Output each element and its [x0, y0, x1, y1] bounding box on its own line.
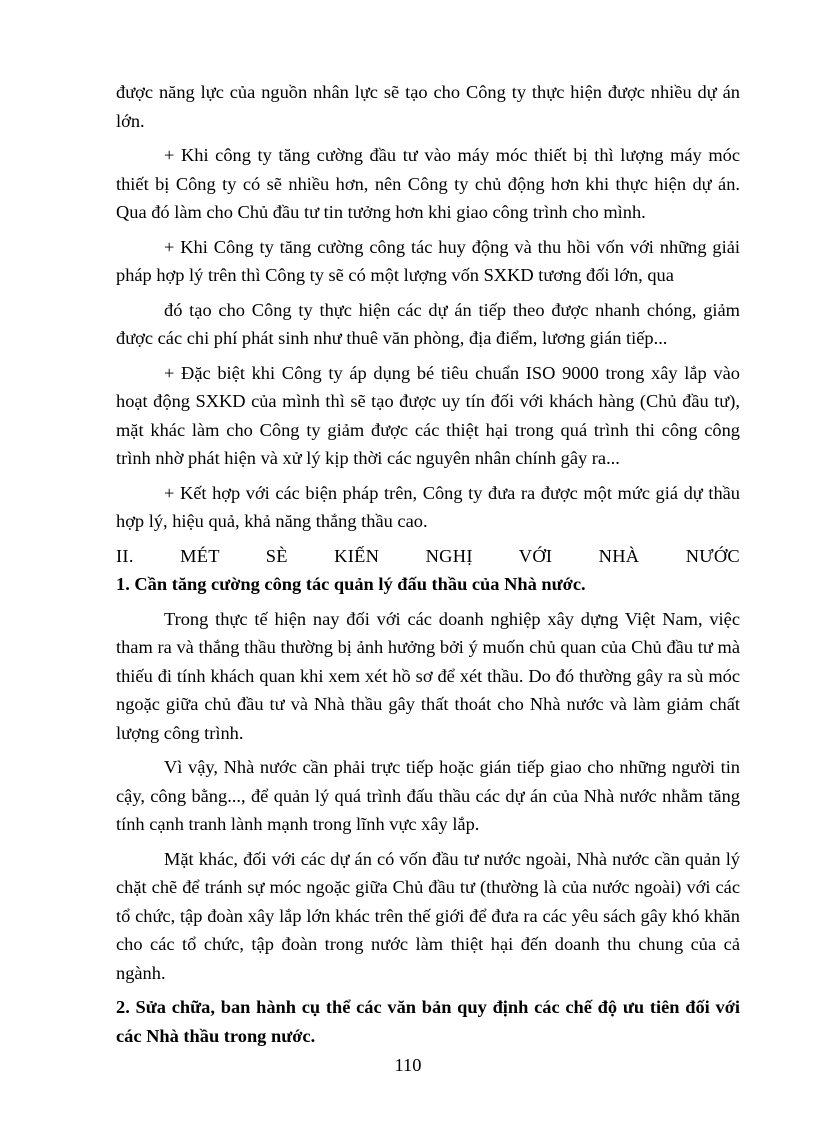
paragraph-therefore: Vì vậy, Nhà nước cần phải trực tiếp hoặc gián tiếp giao cho những người tin cậy, công bằng..., để quản lý quá trình đấu thầu các dự án của Nhà nước nhằm tăng tính cạnh tranh lành mạnh trong lĩnh vực xây lắp. — [116, 757, 740, 834]
page-number: 110 — [394, 1055, 422, 1075]
paragraph-continuation: được năng lực của nguồn nhân lực sẽ tạo cho Công ty thực hiện được nhiều dự án lớn. — [116, 82, 740, 131]
paragraph-foreign-investment: Mặt khác, đối với các dự án có vốn đầu tư nước ngoài, Nhà nước cần quản lý chặt chẽ để tránh sự móc ngoặc giữa Chủ đầu tư (thường là của nước ngoài) với các tổ chức, tập đoàn xây lắp lớn khác trên thế giới để đưa ra các yêu sách gây khó khăn cho các tổ chức, tập đoàn trong nước làm thiệt hại đến doanh thu chung của cả ngành. — [116, 848, 740, 983]
paragraph-iso: + Đặc biệt khi Công ty áp dụng bé tiêu chuẩn ISO 9000 trong xây lắp vào hoạt động SXKD của mình thì sẽ tạo được uy tín đối với khách hàng (Chủ đầu tư), mặt khác làm cho Công ty giảm được các thiệt hại trong quá trình thi công công trình nhờ phát hiện và xử lý kịp thời các nguyên nhân chính gây ra... — [116, 362, 740, 468]
document-page — [116, 78, 740, 1056]
paragraph-equipment: + Khi công ty tăng cường đầu tư vào máy móc thiết bị thì lượng máy móc thiết bị Công ty có sẽ nhiều hơn, nên Công ty chủ động hơn khi thực hiện dự án. Qua đó làm cho Chủ đầu tư tin tưởng hơn khi giao công trình cho mình. — [116, 145, 740, 222]
paragraph-reality: Trong thực tế hiện nay đối với các doanh nghiệp xây dựng Việt Nam, việc tham ra và thắng thầu thường bị ảnh hưởng bởi ý muốn chủ quan của Chủ đầu tư mà thiếu đi tính khách quan khi xem xét hồ sơ để xét thầu. Do đó thường gây ra sù móc ngoặc giữa chủ đầu tư và Nhà thầu gây thất thoát cho Nhà nước và làm giảm chất lượng công trình. — [116, 608, 740, 743]
paragraph-bid-price: + Kết hợp với các biện pháp trên, Công ty đưa ra được một mức giá dự thầu hợp lý, hiệu quả, khả năng thắng thầu cao. — [116, 482, 740, 531]
paragraph-capital: + Khi Công ty tăng cường công tác huy động và thu hồi vốn với những giải pháp hợp lý trên thì Công ty sẽ có một lượng vốn SXKD tương đối lớn, qua — [116, 236, 740, 285]
heading-1: 1. Cần tăng cường công tác quản lý đấu thầu của Nhà nước. — [116, 574, 586, 594]
heading-2: 2. Sửa chữa, ban hành cụ thể các văn bản quy định các chế độ ưu tiên đối với các Nhà thầu trong nước. — [116, 997, 740, 1046]
paragraph-capital-continued: đó tạo cho Công ty thực hiện các dự án tiếp theo được nhanh chóng, giảm được các chi phí phát sinh như thuê văn phòng, địa điểm, lương gián tiếp... — [116, 299, 740, 348]
section-heading: II. MÉT SÈ KIẾN NGHỊ VỚI NHÀ NƯỚC — [116, 545, 740, 566]
